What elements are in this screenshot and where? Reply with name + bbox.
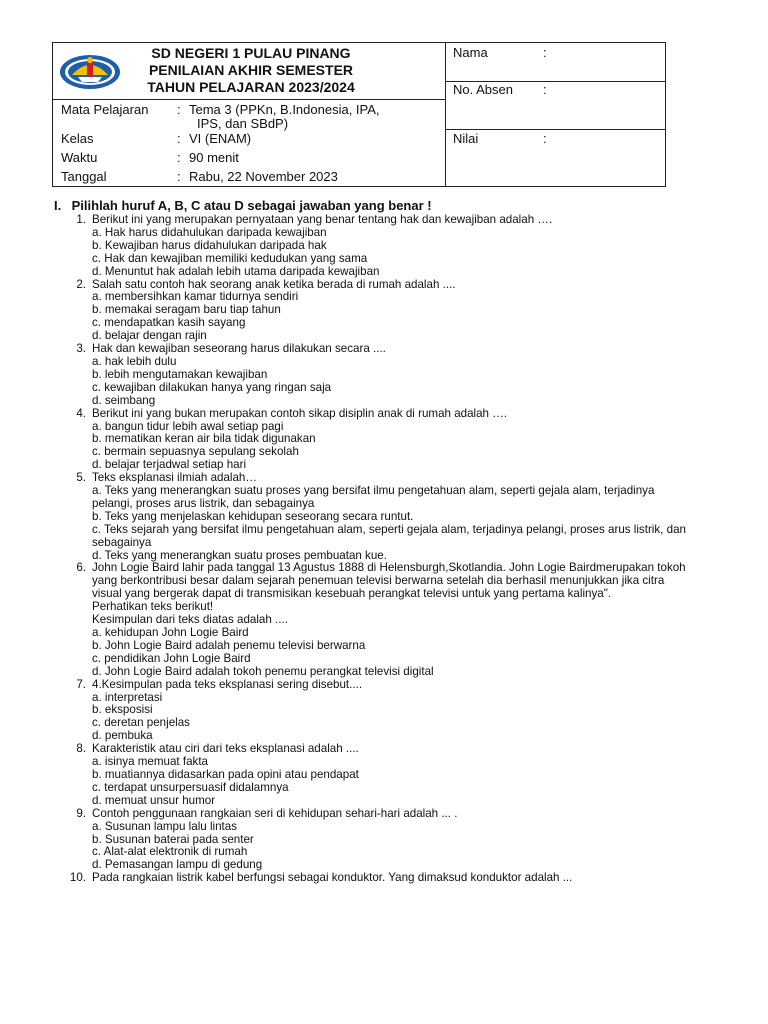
question-text: John Logie Baird lahir pada tanggal 13 Agustus 1888 di Helensburgh,Skotlandia. John Logie Bairdmerupakan tokoh yang berkontribusi besar dalam sejarah penemuan televisi berwarna setelah dia berhasil menunjukkan jika citra visual yang bergerak dapat di transmisikan kesebuah perangkat televisi untuk yang pertama kalinya". [92,561,686,601]
answer-option[interactable]: b. Kewajiban harus didahulukan daripada hak [92,238,327,252]
field-label: Nilai [453,131,479,146]
answer-option[interactable]: b. Teks yang menjelaskan kehidupan seseorang secara runtut. [92,509,414,523]
exam-header [52,42,666,187]
question-number: 9. [76,806,86,820]
question-number: 8. [76,742,86,756]
question-item [52,472,692,562]
info-label: Tanggal [61,169,107,184]
question-number: 7. [76,677,86,691]
info-value-continued: IPS, dan SBdP) [197,116,289,131]
answer-option[interactable]: d. pembuka [92,729,153,743]
name-field[interactable]: Nama : [453,45,547,60]
info-label: Mata Pelajaran [61,102,149,117]
field-label: Nama [453,45,488,60]
answer-option[interactable]: c. Hak dan kewajiban memiliki kedudukan yang sama [92,251,368,265]
answer-option[interactable]: a. Susunan lampu lalu lintas [92,819,238,833]
exam-content [52,198,692,885]
answer-option[interactable]: a. isinya memuat fakta [92,755,208,769]
header-divider-right-2 [445,129,665,130]
info-value: Tema 3 (PPKn, B.Indonesia, IPA, [189,102,380,117]
question-item [52,679,692,744]
answer-option[interactable]: b. memakai seragam baru tiap tahun [92,303,281,317]
answer-option[interactable]: b. Susunan baterai pada senter [92,832,254,846]
answer-option[interactable]: c. terdapat unsurpersuasif didalamnya [92,780,289,794]
question-text: 4.Kesimpulan pada teks eksplanasi sering disebut.... [92,677,363,691]
answer-option[interactable]: d. Teks yang menerangkan suatu proses pembuatan kue. [92,548,387,562]
answer-option[interactable]: a. hak lebih dulu [92,354,177,368]
question-text: Hak dan kewajiban seseorang harus dilakukan secara .... [92,342,386,356]
exam-name: PENILAIAN AKHIR SEMESTER [148,62,354,78]
question-text: Berikut ini yang merupakan pernyataan yang benar tentang hak dan kewajiban adalah …. [92,213,553,226]
info-row-time: Waktu : 90 menit [61,150,239,165]
question-text: Karakteristik atau ciri dari teks eksplanasi adalah .... [92,742,359,756]
info-value: VI (ENAM) [189,131,252,146]
answer-option[interactable]: c. Teks sejarah yang bersifat ilmu pengetahuan alam, seperti gejala alam, terjadinya pelangi, proses arus listrik, dan sebagainya [92,522,686,549]
question-item [52,408,692,473]
info-row-date: Tanggal : Rabu, 22 November 2023 [61,169,338,184]
answer-option[interactable]: d. John Logie Baird adalah tokoh penemu perangkat televisi digital [92,664,434,678]
answer-option[interactable]: c. Alat-alat elektronik di rumah [92,845,248,859]
answer-option[interactable]: d. Menuntut hak adalah lebih utama daripada kewajiban [92,264,380,278]
info-value: Rabu, 22 November 2023 [189,169,338,184]
absence-number-field[interactable]: No. Absen : [453,82,547,97]
question-item [52,279,692,344]
answer-option[interactable]: a. interpretasi [92,690,163,704]
question-number: 5. [76,471,86,485]
school-year: TAHUN PELAJARAN 2023/2024 [147,79,355,95]
info-label: Kelas [61,131,94,146]
question-note: Perhatikan teks berikut! [92,600,214,614]
answer-option[interactable]: c. bermain sepuasnya sepulang sekolah [92,445,299,459]
question-item [52,214,692,279]
question-number: 6. [76,561,86,575]
question-text: Berikut ini yang bukan merupakan contoh sikap disiplin anak di rumah adalah …. [92,406,508,420]
info-row-subject: Mata Pelajaran : Tema 3 (PPKn, B.Indonesia, IPA, [61,102,380,117]
answer-option[interactable]: b. John Logie Baird adalah penemu televisi berwarna [92,638,366,652]
question-text: Contoh penggunaan rangkaian seri di kehidupan sehari-hari adalah ... . [92,806,458,820]
question-text: Salah satu contoh hak seorang anak ketika berada di rumah adalah .... [92,277,456,291]
question-text: Teks eksplanasi ilmiah adalah… [92,471,257,485]
question-item [52,343,692,408]
question-number: 10. [69,871,86,885]
header-divider-left [53,99,445,100]
info-label: Waktu [61,150,98,165]
answer-option[interactable]: a. membersihkan kamar tidurnya sendiri [92,290,299,304]
answer-option[interactable]: c. deretan penjelas [92,716,190,730]
answer-option[interactable]: b. mematikan keran air bila tidak digunakan [92,432,316,446]
field-label: No. Absen [453,82,513,97]
answer-option[interactable]: c. kewajiban dilakukan hanya yang ringan saja [92,380,332,394]
answer-option[interactable]: d. belajar dengan rajin [92,329,207,343]
answer-option[interactable]: a. kehidupan John Logie Baird [92,626,249,639]
answer-option[interactable]: d. belajar terjadwal setiap hari [92,458,247,472]
section-instruction: I. Pilihlah huruf A, B, C atau D sebagai jawaban yang benar ! [54,198,432,213]
answer-option[interactable]: b. muatiannya didasarkan pada opini atau pendapat [92,767,359,781]
answer-option[interactable]: b. eksposisi [92,703,153,717]
tut-wuri-handayani-logo-icon [58,51,122,91]
info-row-class: Kelas : VI (ENAM) [61,131,252,146]
question-number: 4. [76,406,86,420]
question-item [52,562,692,678]
question-text: Pada rangkaian listrik kabel berfungsi sebagai konduktor. Yang dimaksud konduktor adalah ... [92,871,573,885]
answer-option[interactable]: a. Hak harus didahulukan daripada kewajiban [92,225,327,239]
answer-option[interactable]: a. bangun tidur lebih awal setiap pagi [92,419,284,433]
question-list [52,214,692,885]
question-note: Kesimpulan dari teks diatas adalah .... [92,613,288,627]
answer-option[interactable]: d. Pemasangan lampu di gedung [92,858,263,872]
question-number: 1. [76,213,86,226]
school-name: SD NEGERI 1 PULAU PINANG [151,45,351,61]
answer-option[interactable]: c. pendidikan John Logie Baird [92,651,251,665]
answer-option[interactable]: c. mendapatkan kasih sayang [92,316,246,330]
info-value: 90 menit [189,150,239,165]
header-divider-vertical [445,43,446,186]
answer-option[interactable]: d. seimbang [92,393,156,407]
question-item [52,872,692,885]
question-item [52,808,692,873]
answer-option[interactable]: d. memuat unsur humor [92,793,216,807]
question-number: 2. [76,277,86,291]
answer-option[interactable]: b. lebih mengutamakan kewajiban [92,367,268,381]
answer-option[interactable]: a. Teks yang menerangkan suatu proses yang bersifat ilmu pengetahuan alam, seperti gejala alam, terjadinya pelangi, proses arus listrik, dan sebagainya [92,484,655,510]
question-item [52,743,692,808]
score-field[interactable]: Nilai : [453,131,547,146]
question-number: 3. [76,342,86,356]
